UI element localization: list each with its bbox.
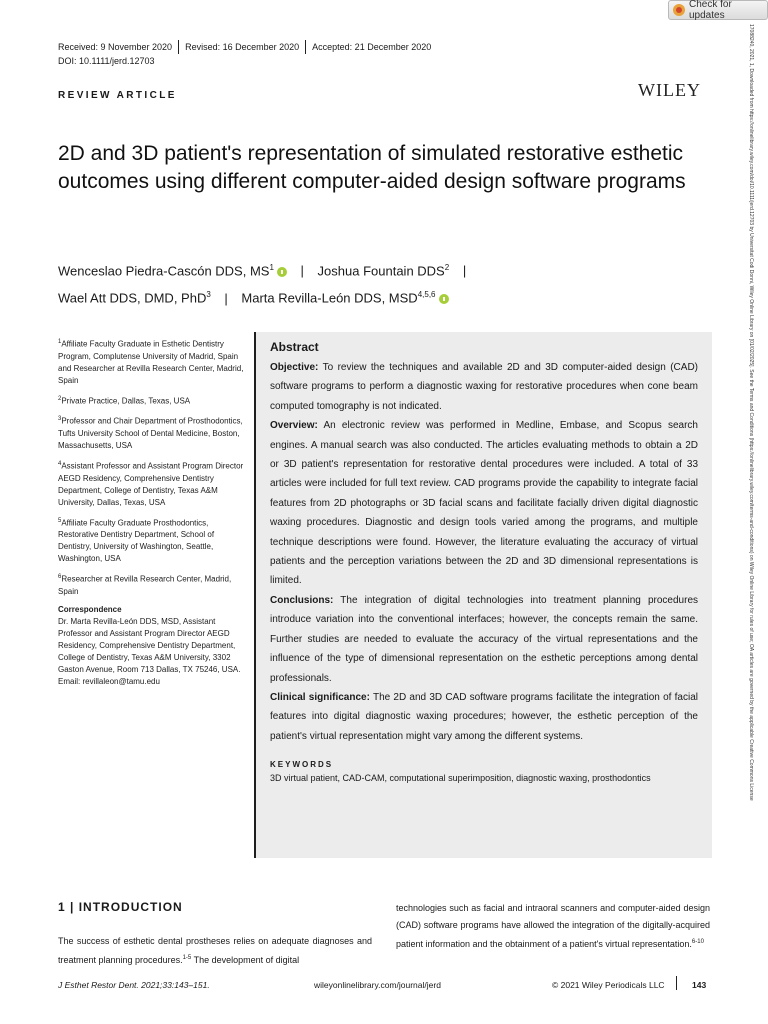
author-list <box>58 256 708 311</box>
abstract-overview: Overview: An electronic review was performed in Medline, Embase, and Scopus search engines. A manual search was also conducted. The articles evaluating methods to obtain a 2D or 3D patient's representation for restorative dental procedures were included. A total of 33 articles were included for full text review. CAD programs provide the capability to integrate facial features from 2D photographs or 3D facial scans and facilitate facially driven digital diagnostic waxing procedures. Diagnostic and design tools varied among the programs, and multiple technique descriptions were found. However, the literature evaluating the accuracy of virtual patients and the perception variations between the 2D and 3D dimensional representations is limited. <box>270 420 698 587</box>
abstract-clinical-significance: Clinical significance: The 2D and 3D CAD software programs facilitate the integration of facial features into digital diagnostic waxing procedures; however, the esthetic perception of the patient's virtual representation might vary among the different systems. <box>270 691 698 742</box>
check-for-updates-button[interactable] <box>668 0 768 20</box>
wiley-logo: WILEY <box>638 80 701 100</box>
copyright: © 2021 Wiley Periodicals LLC <box>552 980 665 990</box>
check-for-updates-label: Check for updates <box>689 0 732 21</box>
revised-date: Revised: 16 December 2020 <box>185 42 300 52</box>
citation[interactable]: 1-5 <box>182 955 192 961</box>
article-dates <box>58 40 431 54</box>
author-name[interactable]: Wael Att DDS, DMD, PhD <box>58 290 207 306</box>
page-number: 143 <box>692 980 707 990</box>
journal-citation: J Esthet Restor Dent. 2021;33:143–151. <box>58 980 210 990</box>
abstract-panel <box>254 332 712 858</box>
author-separator: | <box>300 263 304 279</box>
crossmark-icon <box>673 4 685 16</box>
affiliation: $^3$Professor and Chair Department of Prosthodontics, Tufts University School of Dental Medicine, Boston, Massachusetts, USA <box>58 416 243 450</box>
journal-url[interactable]: wileyonlinelibrary.com/journal/jerd <box>314 980 441 990</box>
citation[interactable]: 6-10 <box>691 939 704 945</box>
correspondence-email[interactable]: Email: revillaleon@tamu.edu <box>58 676 160 686</box>
orcid-icon[interactable] <box>439 294 449 304</box>
affiliation: $^1$Affiliate Faculty Graduate in Esthetic Dentistry Program, Complutense University of Madrid, Spain and Researcher at Revilla Research Center, Madrid, Spain <box>58 339 244 385</box>
author-name[interactable]: Marta Revilla-León DDS, MSD <box>241 290 418 306</box>
introduction-text-left: The success of esthetic dental prostheses relies on adequate diagnoses and treatment planning procedures.$^{1-5}$ The development of digital <box>58 936 372 965</box>
keywords-heading: KEYWORDS <box>270 760 334 770</box>
author-affil-sup: 4,5,6 <box>417 290 436 300</box>
affiliation: $^2$Private Practice, Dallas, Texas, USA <box>58 395 191 406</box>
article-title: 2D and 3D patient's representation of simulated restorative esthetic outcomes using different computer-aided design software programs <box>58 142 686 193</box>
correspondence-text: Dr. Marta Revilla-León DDS, MSD, Assistant Professor and Assistant Program Director AEGD Residency, Comprehensive Dentistry Department, College of Dentistry, Texas A&M University, 3302 Gaston Avenue, Room 713 Dallas, TX 75246, USA. <box>58 616 241 674</box>
author-affil-sup: 3 <box>206 290 211 300</box>
page-footer <box>58 980 710 990</box>
divider <box>305 40 306 54</box>
divider <box>178 40 179 54</box>
correspondence-title: Correspondence <box>58 604 122 614</box>
accepted-date: Accepted: 21 December 2020 <box>312 42 432 52</box>
abstract-objective: Objective: To review the techniques and available 2D and 3D computer-aided design (CAD) software programs to perform a diagnostic waxing for restorative procedures when cone beam computed tomography is not indicated. <box>270 362 698 412</box>
affiliations <box>58 336 244 688</box>
author-name[interactable]: Joshua Fountain DDS <box>317 263 445 279</box>
author-separator: | <box>462 263 467 279</box>
affiliation: $^5$Affiliate Faculty Graduate Prosthodontics, Restorative Dentistry Department, School of Dentistry, University of Washington, Seattle, Washington, USA <box>58 517 215 564</box>
section-label: REVIEW ARTICLE <box>58 90 177 101</box>
received-date: Received: 9 November 2020 <box>58 42 173 52</box>
download-notice: 17088240, 2021, 1, Downloaded from https://onlinelibrary.wiley.com/doi/10.1111/jerd.12703 by Universitat Codi Donni, Wiley Online Library on [01/02/2025]. See the Terms and Conditions (https://onlinelibrary.wiley.com/terms-and-conditions) on Wiley Online Library for rules of use; OA articles are governed by the applicable Creative Commons License <box>748 24 754 801</box>
doi[interactable]: DOI: 10.1111/jerd.12703 <box>58 56 155 66</box>
abstract-heading: Abstract <box>270 340 319 354</box>
introduction-text-right: technologies such as facial and intraoral scanners and computer-aided design (CAD) software programs have allowed the integration of the digitally-acquired patient information and the obtainment of a patient's virtual representation.$^{6-10}$ <box>396 903 710 949</box>
keywords-list: 3D virtual patient, CAD-CAM, computational superimposition, diagnostic waxing, prosthodontics <box>270 773 651 784</box>
orcid-icon[interactable] <box>277 267 287 277</box>
divider <box>676 976 677 990</box>
introduction-heading: 1 | INTRODUCTION <box>58 900 183 914</box>
author-affil-sup: 1 <box>269 263 274 272</box>
author-separator: | <box>224 290 228 306</box>
abstract-conclusions: Conclusions: The integration of digital technologies into treatment planning procedures introduce variation into the conventional interfaces; however, the concepts remain the same. Further studies are needed to evaluate the accuracy of the virtual representations and the influence of the type of dimensional representation on the esthetic perceptions among dental professionals. <box>270 594 699 684</box>
author-affil-sup: 2 <box>444 263 450 272</box>
author-name[interactable]: Wenceslao Piedra-Cascón DDS, MS <box>58 263 270 279</box>
affiliation: $^4$Assistant Professor and Assistant Program Director AEGD Residency, Comprehensive Dentistry Department, College of Dentistry, Texas A&M University, Dallas, Texas, USA <box>58 460 244 507</box>
affiliation: $^6$Researcher at Revilla Research Center, Madrid, Spain <box>58 574 232 596</box>
